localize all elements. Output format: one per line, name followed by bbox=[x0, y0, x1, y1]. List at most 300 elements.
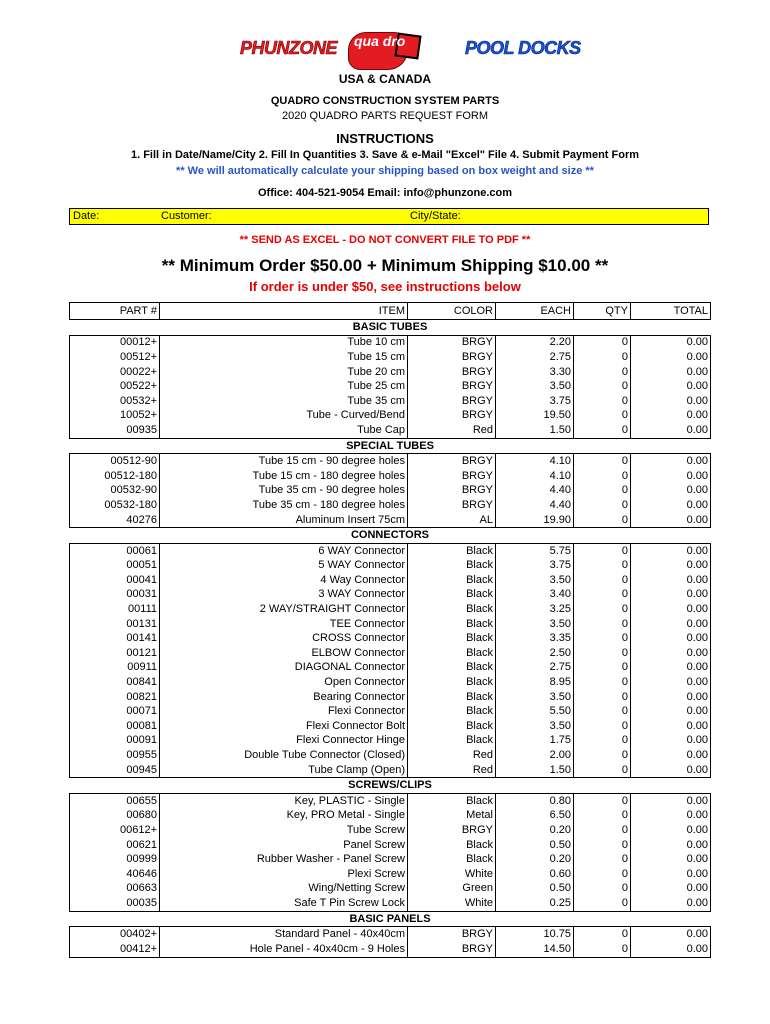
col-header-color: COLOR bbox=[408, 303, 496, 320]
quantity-cell[interactable]: 0 bbox=[574, 809, 631, 824]
item-color: Black bbox=[408, 838, 496, 853]
table-row bbox=[70, 513, 711, 528]
table-row bbox=[70, 646, 711, 661]
section-header-row bbox=[70, 911, 711, 927]
part-number: 10052+ bbox=[70, 409, 160, 424]
item-name: DIAGONAL Connector bbox=[160, 661, 408, 676]
part-number: 00035 bbox=[70, 896, 160, 911]
line-total: 0.00 bbox=[631, 882, 711, 897]
unit-price: 3.75 bbox=[496, 394, 574, 409]
item-name: CROSS Connector bbox=[160, 631, 408, 646]
item-name: Key, PLASTIC - Single bbox=[160, 794, 408, 809]
parts-table bbox=[69, 302, 711, 958]
item-color: BRGY bbox=[408, 469, 496, 484]
minimum-order-notice: ** Minimum Order $50.00 + Minimum Shipping $10.00 ** bbox=[161, 256, 609, 275]
part-number: 00935 bbox=[70, 423, 160, 438]
part-number: 00512-90 bbox=[70, 454, 160, 469]
quantity-cell[interactable]: 0 bbox=[574, 690, 631, 705]
line-total: 0.00 bbox=[631, 809, 711, 824]
quantity-cell[interactable]: 0 bbox=[574, 748, 631, 763]
line-total: 0.00 bbox=[631, 573, 711, 588]
pool-docks-logo: POOL DOCKS bbox=[465, 38, 581, 58]
item-name: Tube 35 cm - 90 degree holes bbox=[160, 484, 408, 499]
item-color: Black bbox=[408, 794, 496, 809]
section-header-row bbox=[70, 320, 711, 336]
table-row bbox=[70, 394, 711, 409]
table-row bbox=[70, 454, 711, 469]
quantity-cell[interactable]: 0 bbox=[574, 484, 631, 499]
item-name: Standard Panel - 40x40cm bbox=[160, 927, 408, 942]
line-total: 0.00 bbox=[631, 409, 711, 424]
item-color: BRGY bbox=[408, 350, 496, 365]
item-color: Red bbox=[408, 748, 496, 763]
item-name: Panel Screw bbox=[160, 838, 408, 853]
line-total: 0.00 bbox=[631, 748, 711, 763]
unit-price: 0.80 bbox=[496, 794, 574, 809]
item-color: BRGY bbox=[408, 379, 496, 394]
item-color: Black bbox=[408, 559, 496, 574]
table-row bbox=[70, 882, 711, 897]
part-number: 00999 bbox=[70, 852, 160, 867]
section-title: SCREWS/CLIPS bbox=[348, 779, 432, 792]
form-subtitle: 2020 QUADRO PARTS REQUEST FORM bbox=[282, 110, 488, 122]
item-name: 6 WAY Connector bbox=[160, 543, 408, 558]
table-row bbox=[70, 350, 711, 365]
line-total: 0.00 bbox=[631, 734, 711, 749]
unit-price: 0.20 bbox=[496, 852, 574, 867]
unit-price: 2.75 bbox=[496, 661, 574, 676]
table-row bbox=[70, 794, 711, 809]
unit-price: 10.75 bbox=[496, 927, 574, 942]
part-number: 00955 bbox=[70, 748, 160, 763]
table-row bbox=[70, 588, 711, 603]
logo-bar bbox=[0, 30, 770, 70]
contact-info: Office: 404-521-9054 Email: info@phunzone.com bbox=[257, 187, 512, 199]
section-title: BASIC TUBES bbox=[352, 320, 428, 333]
item-color: Black bbox=[408, 543, 496, 558]
item-color: Red bbox=[408, 763, 496, 778]
quantity-cell[interactable]: 0 bbox=[574, 661, 631, 676]
table-row bbox=[70, 734, 711, 749]
table-row bbox=[70, 631, 711, 646]
part-number: 00821 bbox=[70, 690, 160, 705]
table-row bbox=[70, 823, 711, 838]
line-total: 0.00 bbox=[631, 423, 711, 438]
part-number: 00911 bbox=[70, 661, 160, 676]
item-name: Tube 35 cm bbox=[160, 394, 408, 409]
item-color: BRGY bbox=[408, 927, 496, 942]
section-header-row bbox=[70, 528, 711, 544]
unit-price: 4.10 bbox=[496, 454, 574, 469]
item-name: 4 Way Connector bbox=[160, 573, 408, 588]
line-total: 0.00 bbox=[631, 896, 711, 911]
line-total: 0.00 bbox=[631, 454, 711, 469]
unit-price: 3.30 bbox=[496, 365, 574, 380]
table-row bbox=[70, 690, 711, 705]
quantity-cell[interactable]: 0 bbox=[574, 927, 631, 942]
unit-price: 3.50 bbox=[496, 690, 574, 705]
part-number: 00663 bbox=[70, 882, 160, 897]
line-total: 0.00 bbox=[631, 852, 711, 867]
part-number: 00621 bbox=[70, 838, 160, 853]
section-header-row bbox=[70, 778, 711, 794]
quadro-logo bbox=[348, 32, 420, 68]
quantity-cell[interactable]: 0 bbox=[574, 469, 631, 484]
item-color: Black bbox=[408, 631, 496, 646]
part-number: 00512+ bbox=[70, 350, 160, 365]
quantity-cell[interactable]: 0 bbox=[574, 559, 631, 574]
item-color: BRGY bbox=[408, 823, 496, 838]
item-color: Black bbox=[408, 719, 496, 734]
unit-price: 3.40 bbox=[496, 588, 574, 603]
line-total: 0.00 bbox=[631, 794, 711, 809]
part-number: 00141 bbox=[70, 631, 160, 646]
quantity-cell[interactable]: 0 bbox=[574, 498, 631, 513]
unit-price: 0.20 bbox=[496, 823, 574, 838]
item-name: Flexi Connector bbox=[160, 704, 408, 719]
quantity-cell[interactable]: 0 bbox=[574, 617, 631, 632]
item-color: BRGY bbox=[408, 942, 496, 957]
region-heading: USA & CANADA bbox=[338, 72, 432, 86]
item-name: Tube 15 cm - 180 degree holes bbox=[160, 469, 408, 484]
table-row bbox=[70, 365, 711, 380]
unit-price: 2.75 bbox=[496, 350, 574, 365]
item-color: Black bbox=[408, 602, 496, 617]
item-color: BRGY bbox=[408, 365, 496, 380]
quantity-cell[interactable]: 0 bbox=[574, 543, 631, 558]
item-color: BRGY bbox=[408, 409, 496, 424]
col-header-qty: QTY bbox=[574, 303, 631, 320]
line-total: 0.00 bbox=[631, 394, 711, 409]
form-title: QUADRO CONSTRUCTION SYSTEM PARTS bbox=[270, 95, 500, 107]
line-total: 0.00 bbox=[631, 513, 711, 528]
part-number: 00402+ bbox=[70, 927, 160, 942]
item-name: Safe T Pin Screw Lock bbox=[160, 896, 408, 911]
part-number: 00031 bbox=[70, 588, 160, 603]
table-row bbox=[70, 573, 711, 588]
table-row bbox=[70, 617, 711, 632]
item-color: Black bbox=[408, 852, 496, 867]
instructions-heading: INSTRUCTIONS bbox=[336, 131, 434, 146]
table-row bbox=[70, 379, 711, 394]
send-excel-notice: ** SEND AS EXCEL - DO NOT CONVERT FILE TO PDF ** bbox=[239, 234, 531, 246]
item-name: Tube - Curved/Bend bbox=[160, 409, 408, 424]
table-row bbox=[70, 409, 711, 424]
table-row bbox=[70, 763, 711, 778]
quadro-logo-text: qua dro bbox=[354, 33, 406, 49]
quantity-cell[interactable]: 0 bbox=[574, 423, 631, 438]
item-color: BRGY bbox=[408, 484, 496, 499]
unit-price: 6.50 bbox=[496, 809, 574, 824]
item-name: TEE Connector bbox=[160, 617, 408, 632]
phunzone-logo: PHUNZONE bbox=[240, 38, 338, 58]
table-row bbox=[70, 704, 711, 719]
line-total: 0.00 bbox=[631, 675, 711, 690]
unit-price: 19.50 bbox=[496, 409, 574, 424]
part-number: 00022+ bbox=[70, 365, 160, 380]
col-header-item: ITEM bbox=[160, 303, 408, 320]
line-total: 0.00 bbox=[631, 646, 711, 661]
customer-info-bar bbox=[69, 208, 709, 225]
item-name: Bearing Connector bbox=[160, 690, 408, 705]
item-name: Open Connector bbox=[160, 675, 408, 690]
line-total: 0.00 bbox=[631, 617, 711, 632]
item-name: ELBOW Connector bbox=[160, 646, 408, 661]
item-color: Black bbox=[408, 734, 496, 749]
item-color: Black bbox=[408, 588, 496, 603]
unit-price: 3.50 bbox=[496, 617, 574, 632]
item-name: Tube 25 cm bbox=[160, 379, 408, 394]
line-total: 0.00 bbox=[631, 823, 711, 838]
line-total: 0.00 bbox=[631, 559, 711, 574]
part-number: 00655 bbox=[70, 794, 160, 809]
item-color: AL bbox=[408, 513, 496, 528]
section-title: CONNECTORS bbox=[350, 529, 430, 542]
table-row bbox=[70, 719, 711, 734]
line-total: 0.00 bbox=[631, 365, 711, 380]
quantity-cell[interactable]: 0 bbox=[574, 365, 631, 380]
item-name: Aluminum Insert 75cm bbox=[160, 513, 408, 528]
date-field[interactable]: Date: bbox=[73, 210, 100, 222]
unit-price: 1.50 bbox=[496, 423, 574, 438]
unit-price: 3.50 bbox=[496, 379, 574, 394]
part-number: 00680 bbox=[70, 809, 160, 824]
quantity-cell[interactable]: 0 bbox=[574, 379, 631, 394]
table-row bbox=[70, 748, 711, 763]
quantity-cell[interactable]: 0 bbox=[574, 734, 631, 749]
unit-price: 3.50 bbox=[496, 719, 574, 734]
part-number: 00841 bbox=[70, 675, 160, 690]
item-name: 3 WAY Connector bbox=[160, 588, 408, 603]
quantity-cell[interactable]: 0 bbox=[574, 454, 631, 469]
part-number: 00522+ bbox=[70, 379, 160, 394]
item-color: Black bbox=[408, 617, 496, 632]
quantity-cell[interactable]: 0 bbox=[574, 675, 631, 690]
unit-price: 5.50 bbox=[496, 704, 574, 719]
item-name: Tube Clamp (Open) bbox=[160, 763, 408, 778]
item-name: Hole Panel - 40x40cm - 9 Holes bbox=[160, 942, 408, 957]
section-title: BASIC PANELS bbox=[349, 912, 431, 925]
part-number: 00081 bbox=[70, 719, 160, 734]
quantity-cell[interactable]: 0 bbox=[574, 602, 631, 617]
table-row bbox=[70, 942, 711, 957]
quantity-cell[interactable]: 0 bbox=[574, 631, 631, 646]
item-name: 2 WAY/STRAIGHT Connector bbox=[160, 602, 408, 617]
item-color: Black bbox=[408, 690, 496, 705]
item-color: Metal bbox=[408, 809, 496, 824]
table-row bbox=[70, 423, 711, 438]
line-total: 0.00 bbox=[631, 867, 711, 882]
part-number: 00532-180 bbox=[70, 498, 160, 513]
line-total: 0.00 bbox=[631, 631, 711, 646]
quantity-cell[interactable]: 0 bbox=[574, 867, 631, 882]
quantity-cell[interactable]: 0 bbox=[574, 719, 631, 734]
part-number: 00412+ bbox=[70, 942, 160, 957]
unit-price: 2.50 bbox=[496, 646, 574, 661]
quantity-cell[interactable]: 0 bbox=[574, 852, 631, 867]
part-number: 00012+ bbox=[70, 335, 160, 350]
line-total: 0.00 bbox=[631, 838, 711, 853]
table-row bbox=[70, 809, 711, 824]
part-number: 00945 bbox=[70, 763, 160, 778]
quantity-cell[interactable]: 0 bbox=[574, 394, 631, 409]
unit-price: 3.50 bbox=[496, 573, 574, 588]
part-number: 00111 bbox=[70, 602, 160, 617]
table-row bbox=[70, 469, 711, 484]
part-number: 00051 bbox=[70, 559, 160, 574]
unit-price: 1.75 bbox=[496, 734, 574, 749]
line-total: 0.00 bbox=[631, 469, 711, 484]
quantity-cell[interactable]: 0 bbox=[574, 794, 631, 809]
part-number: 00121 bbox=[70, 646, 160, 661]
quantity-cell[interactable]: 0 bbox=[574, 882, 631, 897]
unit-price: 0.60 bbox=[496, 867, 574, 882]
table-header-row bbox=[70, 303, 711, 320]
unit-price: 14.50 bbox=[496, 942, 574, 957]
city-state-field[interactable]: City/State: bbox=[410, 210, 461, 222]
item-name: Tube 20 cm bbox=[160, 365, 408, 380]
item-color: White bbox=[408, 867, 496, 882]
item-name: Tube 15 cm - 90 degree holes bbox=[160, 454, 408, 469]
item-name: Tube Cap bbox=[160, 423, 408, 438]
line-total: 0.00 bbox=[631, 484, 711, 499]
unit-price: 3.35 bbox=[496, 631, 574, 646]
quantity-cell[interactable]: 0 bbox=[574, 763, 631, 778]
section-title: SPECIAL TUBES bbox=[346, 439, 434, 452]
quantity-cell[interactable]: 0 bbox=[574, 646, 631, 661]
item-color: Red bbox=[408, 423, 496, 438]
part-number: 00512-180 bbox=[70, 469, 160, 484]
quantity-cell[interactable]: 0 bbox=[574, 573, 631, 588]
table-row bbox=[70, 852, 711, 867]
unit-price: 0.50 bbox=[496, 882, 574, 897]
table-row bbox=[70, 559, 711, 574]
part-number: 00061 bbox=[70, 543, 160, 558]
shipping-note: ** We will automatically calculate your shipping based on box weight and size ** bbox=[176, 165, 594, 177]
part-number: 00041 bbox=[70, 573, 160, 588]
item-color: BRGY bbox=[408, 394, 496, 409]
unit-price: 2.20 bbox=[496, 335, 574, 350]
item-color: Black bbox=[408, 675, 496, 690]
line-total: 0.00 bbox=[631, 543, 711, 558]
quantity-cell[interactable]: 0 bbox=[574, 350, 631, 365]
unit-price: 1.50 bbox=[496, 763, 574, 778]
part-number: 00532+ bbox=[70, 394, 160, 409]
unit-price: 2.00 bbox=[496, 748, 574, 763]
quantity-cell[interactable]: 0 bbox=[574, 704, 631, 719]
section-header-row bbox=[70, 438, 711, 454]
quantity-cell[interactable]: 0 bbox=[574, 896, 631, 911]
col-header-part: PART # bbox=[70, 303, 160, 320]
part-number: 40276 bbox=[70, 513, 160, 528]
quantity-cell[interactable]: 0 bbox=[574, 823, 631, 838]
line-total: 0.00 bbox=[631, 335, 711, 350]
quantity-cell[interactable]: 0 bbox=[574, 335, 631, 350]
item-color: Black bbox=[408, 573, 496, 588]
unit-price: 4.40 bbox=[496, 498, 574, 513]
item-name: 5 WAY Connector bbox=[160, 559, 408, 574]
table-row bbox=[70, 543, 711, 558]
table-row bbox=[70, 927, 711, 942]
item-name: Key, PRO Metal - Single bbox=[160, 809, 408, 824]
quantity-cell[interactable]: 0 bbox=[574, 409, 631, 424]
quantity-cell[interactable]: 0 bbox=[574, 942, 631, 957]
line-total: 0.00 bbox=[631, 602, 711, 617]
item-name: Double Tube Connector (Closed) bbox=[160, 748, 408, 763]
item-name: Tube 35 cm - 180 degree holes bbox=[160, 498, 408, 513]
quantity-cell[interactable]: 0 bbox=[574, 513, 631, 528]
table-row bbox=[70, 498, 711, 513]
unit-price: 4.10 bbox=[496, 469, 574, 484]
under-50-notice: If order is under $50, see instructions below bbox=[249, 279, 521, 294]
item-color: Black bbox=[408, 646, 496, 661]
part-number: 40646 bbox=[70, 867, 160, 882]
line-total: 0.00 bbox=[631, 704, 711, 719]
item-name: Wing/Netting Screw bbox=[160, 882, 408, 897]
col-header-each: EACH bbox=[496, 303, 574, 320]
item-color: BRGY bbox=[408, 454, 496, 469]
item-name: Rubber Washer - Panel Screw bbox=[160, 852, 408, 867]
item-name: Flexi Connector Hinge bbox=[160, 734, 408, 749]
part-number: 00612+ bbox=[70, 823, 160, 838]
table-row bbox=[70, 602, 711, 617]
table-row bbox=[70, 661, 711, 676]
unit-price: 19.90 bbox=[496, 513, 574, 528]
line-total: 0.00 bbox=[631, 927, 711, 942]
line-total: 0.00 bbox=[631, 763, 711, 778]
part-number: 00131 bbox=[70, 617, 160, 632]
item-color: Green bbox=[408, 882, 496, 897]
quantity-cell[interactable]: 0 bbox=[574, 838, 631, 853]
line-total: 0.00 bbox=[631, 379, 711, 394]
unit-price: 8.95 bbox=[496, 675, 574, 690]
unit-price: 3.25 bbox=[496, 602, 574, 617]
customer-field[interactable]: Customer: bbox=[161, 210, 212, 222]
unit-price: 3.75 bbox=[496, 559, 574, 574]
part-number: 00091 bbox=[70, 734, 160, 749]
item-name: Tube 10 cm bbox=[160, 335, 408, 350]
unit-price: 0.25 bbox=[496, 896, 574, 911]
line-total: 0.00 bbox=[631, 690, 711, 705]
unit-price: 0.50 bbox=[496, 838, 574, 853]
item-name: Tube Screw bbox=[160, 823, 408, 838]
item-name: Flexi Connector Bolt bbox=[160, 719, 408, 734]
unit-price: 5.75 bbox=[496, 543, 574, 558]
part-number: 00532-90 bbox=[70, 484, 160, 499]
table-row bbox=[70, 867, 711, 882]
item-color: BRGY bbox=[408, 498, 496, 513]
line-total: 0.00 bbox=[631, 498, 711, 513]
line-total: 0.00 bbox=[631, 588, 711, 603]
item-color: White bbox=[408, 896, 496, 911]
item-color: BRGY bbox=[408, 335, 496, 350]
line-total: 0.00 bbox=[631, 942, 711, 957]
col-header-total: TOTAL bbox=[631, 303, 711, 320]
quantity-cell[interactable]: 0 bbox=[574, 588, 631, 603]
unit-price: 4.40 bbox=[496, 484, 574, 499]
table-row bbox=[70, 896, 711, 911]
table-row bbox=[70, 335, 711, 350]
line-total: 0.00 bbox=[631, 350, 711, 365]
table-row bbox=[70, 484, 711, 499]
instruction-steps: 1. Fill in Date/Name/City 2. Fill In Quantities 3. Save & e-Mail "Excel" File 4. Submit Payment Form bbox=[130, 149, 640, 161]
item-color: Black bbox=[408, 661, 496, 676]
line-total: 0.00 bbox=[631, 661, 711, 676]
item-name: Tube 15 cm bbox=[160, 350, 408, 365]
line-total: 0.00 bbox=[631, 719, 711, 734]
table-row bbox=[70, 675, 711, 690]
part-number: 00071 bbox=[70, 704, 160, 719]
